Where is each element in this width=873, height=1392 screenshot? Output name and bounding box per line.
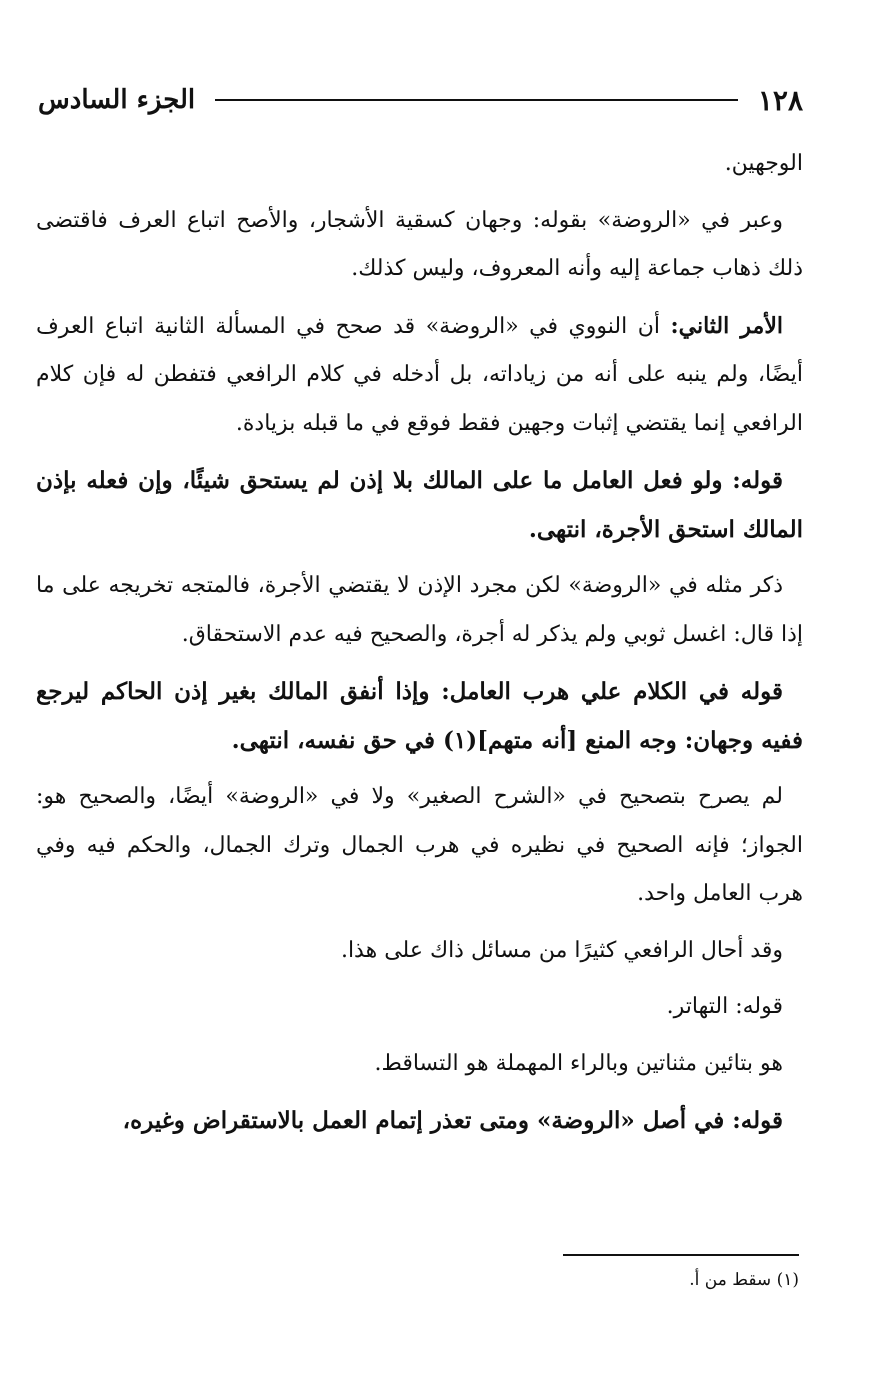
paragraph-body: أن النووي في «الروضة» قد صحح في المسألة الثانية اتباع العرف أيضًا، ولم ينبه على أنه من زياداته، بل أدخله في كلام الرافعي فتفطن له فإن كلام الرافعي إنما يقتضي إثبات وجهين فقط فوقع في ما قبله بزيادة. [36,313,803,436]
paragraph: الوجهين. [724,151,803,176]
header-rule [215,99,738,101]
paragraph: وعبر في «الروضة» بقوله: وجهان كسقية الأشجار، والأصح اتباع العرف فاقتضى ذلك ذهاب جماعة إليه وأنه المعروف، وليس كذلك. [36,207,803,281]
page-number: ١٢٨ [757,83,803,117]
paragraph [36,302,803,449]
quoted-statement: قوله في الكلام علي هرب العامل: وإذا أنفق المالك بغير إذن الحاكم ليرجع ففيه وجهان: وجه المنع [أنه متهم](١) في حق نفسه، انتهى. [36,678,803,754]
quoted-statement: قوله: في أصل «الروضة» ومتى تعذر إتمام العمل بالاستقراض وغيره، [122,1107,783,1134]
paragraph: قوله: التهاتر. [666,994,783,1019]
body-text [36,140,803,1153]
paragraph: هو بتائين مثناتين وبالراء المهملة هو التساقط. [374,1050,783,1076]
paragraph: لم يصرح بتصحيح في «الشرح الصغير» ولا في «الروضة» أيضًا، والصحيح هو: الجواز؛ فإنه الصحيح في نظيره في هرب الجمال وترك الجمال، والحكم فيه وفي هرب العامل واحد. [36,784,803,906]
quoted-statement: قوله: ولو فعل العامل ما على المالك بلا إذن لم يستحق شيئًا، وإن فعله بإذن المالك استحق الأجرة، انتهى. [36,467,803,543]
paragraph: ذكر مثله في «الروضة» لكن مجرد الإذن لا يقتضي الأجرة، فالمتجه تخريجه على ما إذا قال: اغسل ثوبي ولم يذكر له أجرة، والصحيح فيه عدم الاستحقاق. [36,573,803,647]
footnote: (١) سقط من أ. [689,1270,799,1290]
paragraph: وقد أحال الرافعي كثيرًا من مسائل ذاك على هذا. [340,937,783,963]
paragraph-lead: الأمر الثاني: [670,312,783,339]
volume-title: الجزء السادس [38,85,196,115]
page-header [38,78,803,122]
footnote-separator [563,1254,799,1256]
